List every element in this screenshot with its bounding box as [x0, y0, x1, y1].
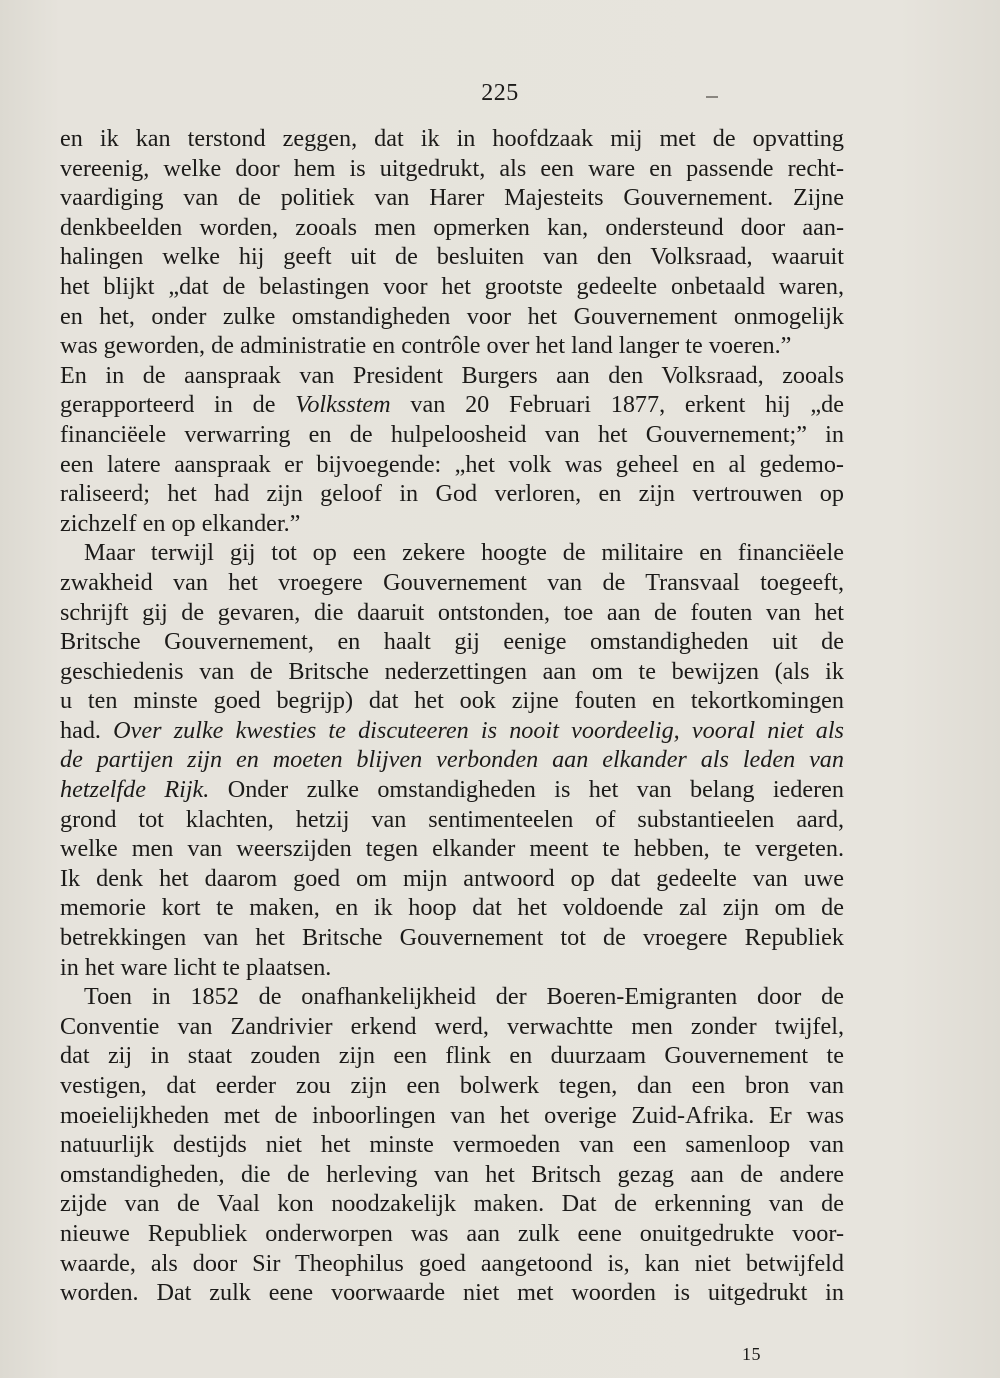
text-line: waarde, als door Sir Theophilus goed aangetoond is, kan niet betwijfeld [60, 1249, 844, 1277]
text-line: betrekkingen van het Britsche Gouvernement tot de vroegere Republiek [60, 924, 844, 952]
text-line: denkbeelden worden, zooals men opmerken kan, ondersteund door aan- [60, 213, 844, 241]
text-line: was geworden, de administratie en contrôle over het land langer te voeren.” [60, 332, 792, 360]
ink-speck [706, 96, 718, 98]
text-line: financiëele verwarring en de hulpeloosheid van het Gouvernement;” in [60, 420, 844, 448]
text-line: Ik denk het daarom goed om mijn antwoord op dat gedeelte van uwe [60, 864, 844, 892]
text-line: grond tot klachten, hetzij van sentimenteelen of substantieelen aard, [60, 805, 844, 833]
text-line: zwakheid van het vroegere Gouvernement van de Transvaal toegeeft, [60, 568, 844, 596]
text-line: vereenig, welke door hem is uitgedrukt, als een ware en passende recht- [60, 154, 844, 182]
page-number: 225 [481, 80, 519, 106]
text-line: zijde van de Vaal kon noodzakelijk maken. Dat de erkenning van de [60, 1190, 844, 1218]
text-line: gerapporteerd in de Volksstem van 20 Februari 1877, erkent hij „de [60, 391, 844, 419]
text-line: en het, onder zulke omstandigheden voor het Gouvernement onmogelijk [60, 302, 844, 330]
text-line: hetzelfde Rijk. Onder zulke omstandigheden is het van belang iederen [60, 776, 844, 804]
text-line: En in de aanspraak van President Burgers aan den Volksraad, zooals [60, 361, 844, 389]
text-line: vestigen, dat eerder zou zijn een bolwerk tegen, dan een bron van [60, 1072, 844, 1099]
body-text [60, 124, 844, 1308]
text-line: geschiedenis van de Britsche nederzettingen aan om te bewijzen (als ik [60, 657, 844, 685]
text-line: halingen welke hij geeft uit de besluiten van den Volksraad, waaruit [60, 243, 844, 271]
text-line: Maar terwijl gij tot op een zekere hoogte de militaire en financiëele [84, 539, 844, 567]
text-line: vaardiging van de politiek van Harer Majesteits Gouvernement. Zijne [60, 184, 844, 212]
text-line: memorie kort te maken, en ik hoop dat het voldoende zal zijn om de [60, 894, 844, 922]
text-line: en ik kan terstond zeggen, dat ik in hoofdzaak mij met de opvatting [60, 125, 844, 152]
text-line: had. Over zulke kwesties te discuteeren is nooit voordeelig, vooral niet als [60, 716, 844, 744]
text-line: u ten minste goed begrijp) dat het ook zijne fouten en tekortkomingen [60, 687, 844, 715]
text-line: natuurlijk destijds niet het minste vermoeden van een samenloop van [60, 1131, 844, 1159]
text-line: zichzelf en op elkander.” [60, 509, 301, 537]
text-line: welke men van weerszijden tegen elkander meent te hebben, te vergeten. [60, 835, 844, 863]
signature-mark: 15 [742, 1344, 761, 1364]
text-line: worden. Dat zulk eene voorwaarde niet met woorden is uitgedrukt in [60, 1279, 844, 1307]
text-line: in het ware licht te plaatsen. [60, 953, 332, 981]
text-line: nieuwe Republiek onderworpen was aan zulk eene onuitgedrukte voor- [60, 1219, 844, 1247]
text-line: Britsche Gouvernement, en haalt gij eenige omstandigheden uit de [60, 628, 844, 656]
text-line: het blijkt „dat de belastingen voor het grootste gedeelte onbetaald waren, [60, 272, 844, 300]
text-line: moeielijkheden met de inboorlingen van het overige Zuid-Afrika. Er was [60, 1101, 844, 1129]
text-line: schrijft gij de gevaren, die daaruit ontstonden, toe aan de fouten van het [60, 598, 844, 626]
text-line: raliseerd; het had zijn geloof in God verloren, en zijn vertrouwen op [60, 480, 844, 508]
text-line: dat zij in staat zouden zijn een flink en duurzaam Gouvernement te [60, 1042, 844, 1070]
text-line: omstandigheden, die de herleving van het Britsch gezag aan de andere [60, 1160, 844, 1188]
text-line: Toen in 1852 de onafhankelijkheid der Boeren-Emigranten door de [84, 983, 844, 1011]
text-line: de partijen zijn en moeten blijven verbonden aan elkander als leden van [60, 746, 844, 774]
text-line: Conventie van Zandrivier erkend werd, verwachtte men zonder twijfel, [60, 1012, 844, 1040]
text-line: een latere aanspraak er bijvoegende: „het volk was geheel en al gedemo- [60, 450, 844, 478]
